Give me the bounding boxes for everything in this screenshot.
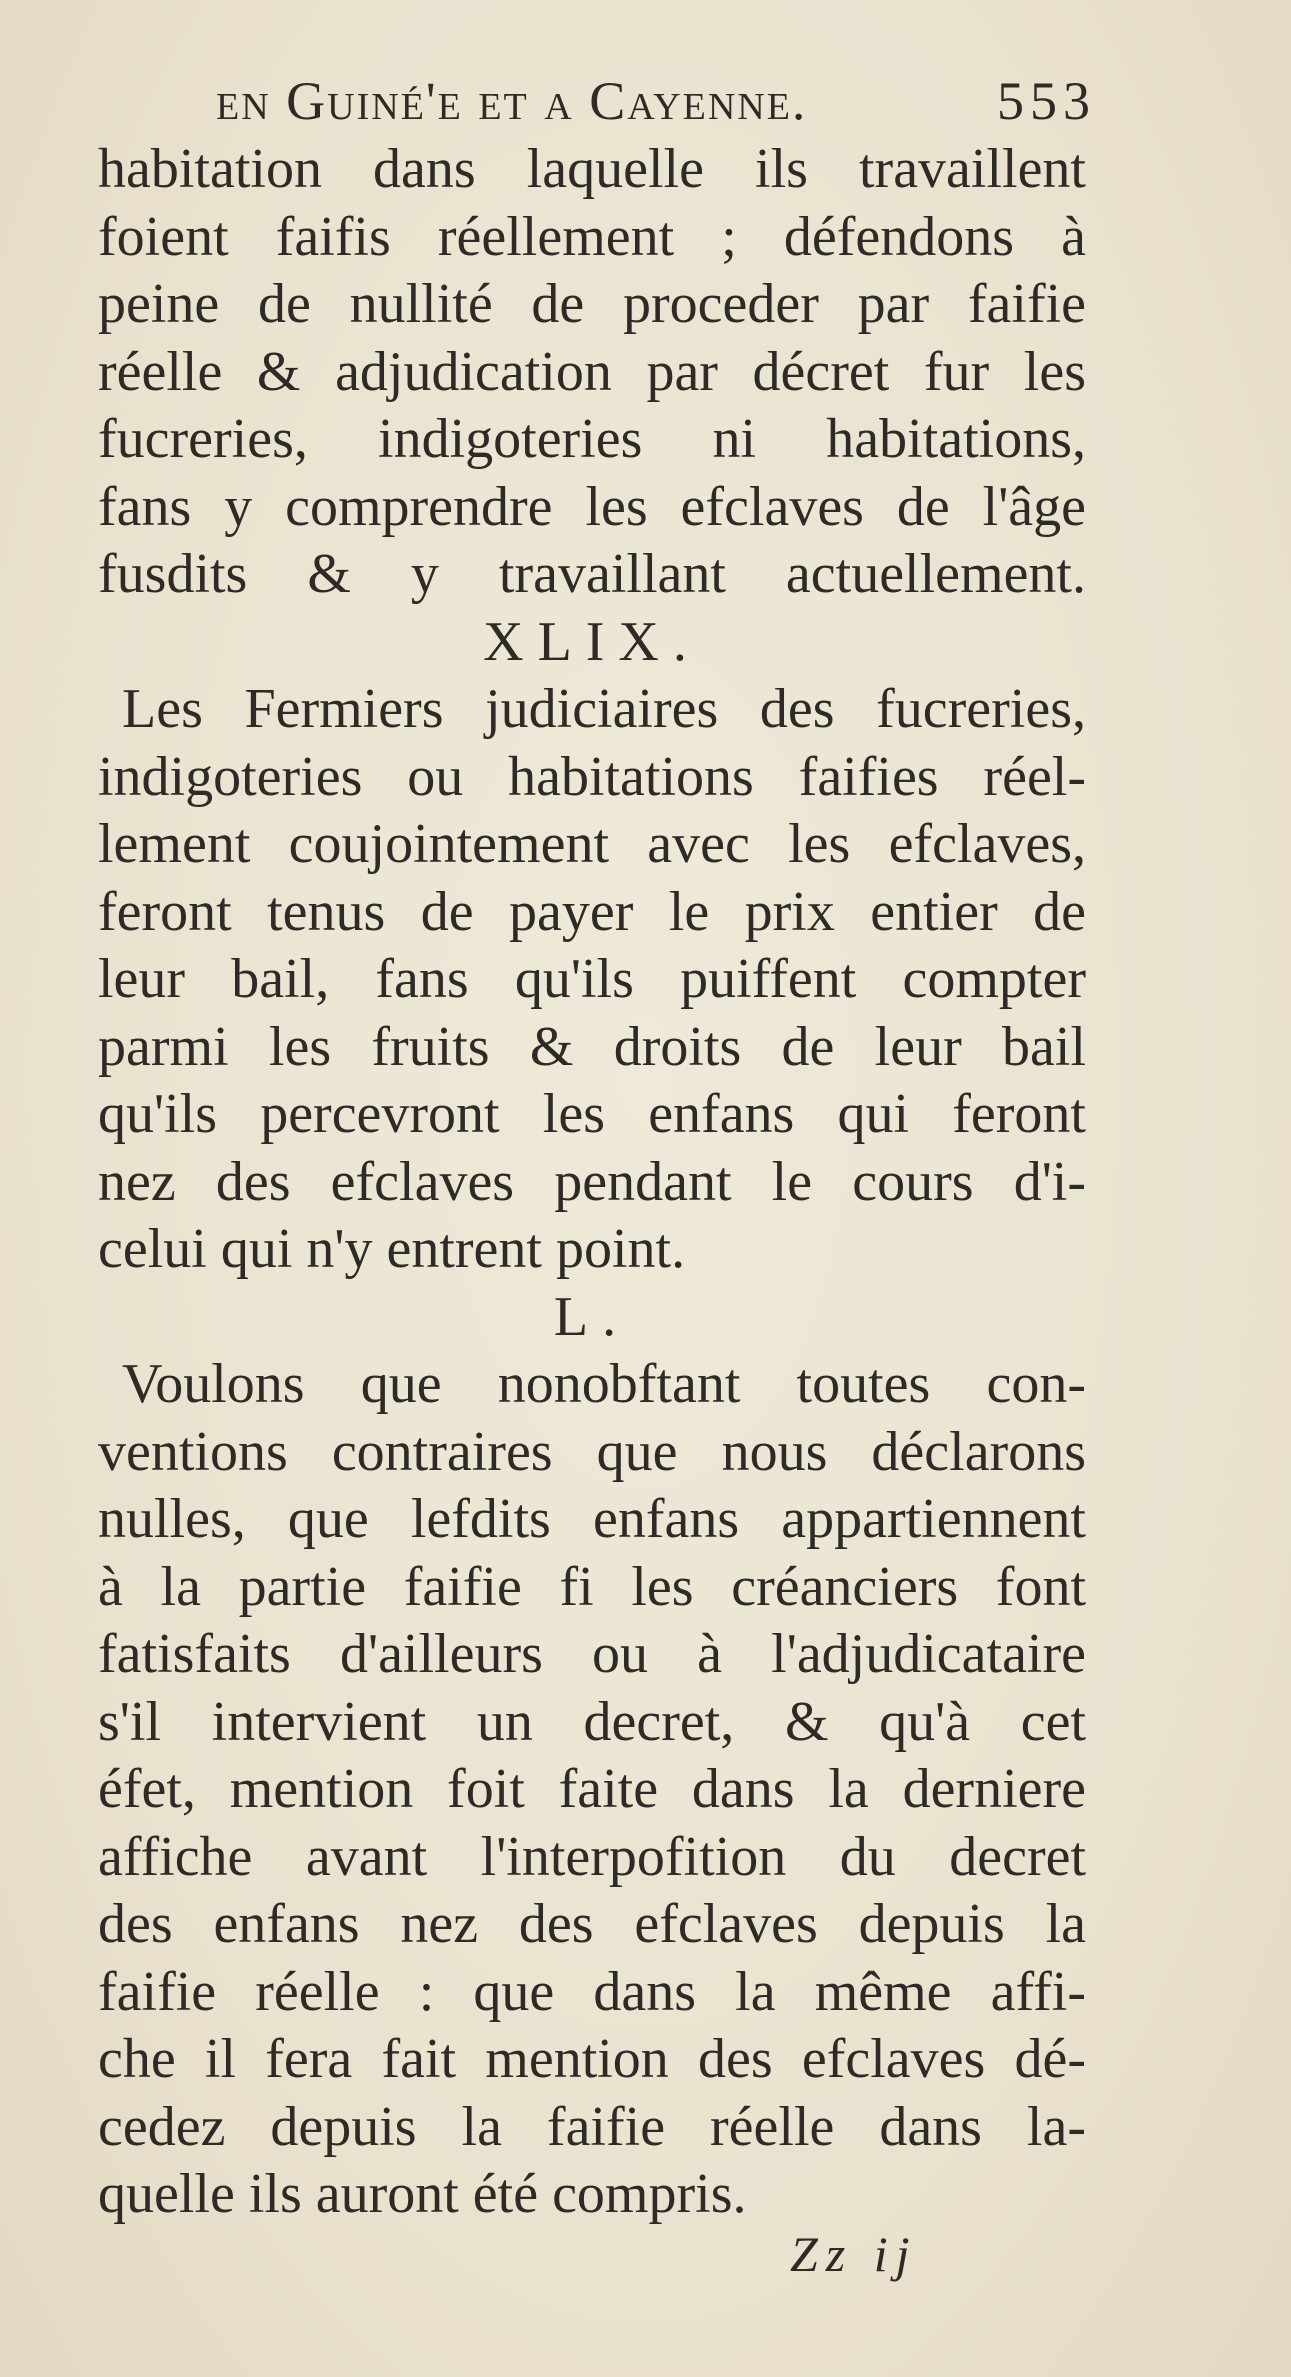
text-line: celui qui n'y entrent point. — [98, 1218, 686, 1280]
text-line: nulles, que lefdits enfans appartiennent — [98, 1488, 1086, 1550]
text-line: fatisfaits d'ailleurs ou à l'adjudicataire — [98, 1623, 1086, 1685]
text-line: Voulons que nonobftant toutes con- — [122, 1353, 1086, 1415]
text-line: des enfans nez des efclaves depuis la — [98, 1893, 1086, 1955]
text-line: quelle ils auront été compris. — [98, 2163, 747, 2225]
text-line: habitation dans laquelle ils travaillent — [98, 138, 1086, 200]
running-title: en Guiné'e et a Cayenne. — [216, 71, 808, 131]
article-heading-l: L. — [553, 1285, 631, 1348]
text-line: lement coujointement avec les efclaves, — [98, 813, 1086, 875]
text-line: parmi les fruits & droits de leur bail — [98, 1015, 1086, 1078]
text-line: foient faifis réellement ; défendons à — [98, 205, 1086, 268]
text-line: s'il intervient un decret, & qu'à cet — [98, 1690, 1086, 1753]
page-body — [98, 136, 1086, 2229]
text-line: qu'ils percevront les enfans qui feront — [98, 1083, 1086, 1145]
text-line: nez des efclaves pendant le cours d'i- — [98, 1150, 1086, 1213]
text-line: réelle & adjudication par décret fur les — [98, 340, 1086, 403]
text-line: che il fera fait mention des efclaves dé- — [98, 2028, 1086, 2090]
text-line: affiche avant l'interpofition du decret — [98, 1825, 1086, 1888]
text-line: éfet, mention foit faite dans la derniere — [98, 1758, 1086, 1820]
text-line: indigoteries ou habitations faifies réel- — [98, 745, 1086, 808]
text-line: faifie réelle : que dans la même affi- — [98, 1960, 1086, 2023]
text-line: leur bail, fans qu'ils puiffent compter — [98, 948, 1086, 1010]
text-line: Les Fermiers judiciaires des fucreries, — [122, 678, 1086, 740]
text-line: ventions contraires que nous déclarons — [98, 1420, 1086, 1483]
text-line: cedez depuis la faifie réelle dans la- — [98, 2095, 1086, 2158]
text-line: feront tenus de payer le prix entier de — [98, 880, 1086, 943]
text-line: fucreries, indigoteries ni habitations, — [98, 408, 1086, 470]
signature-mark: Zz ij — [790, 2226, 918, 2282]
article-heading-xlix: XLIX. — [483, 610, 701, 673]
text-line: à la partie faifie fi les créanciers font — [98, 1555, 1086, 1618]
page-number: 553 — [997, 71, 1096, 131]
text-line: fans y comprendre les efclaves de l'âge — [98, 475, 1086, 538]
text-line: fusdits & y travaillant actuellement. — [98, 543, 1086, 605]
running-header — [216, 70, 1096, 132]
text-line: peine de nullité de proceder par faifie — [98, 273, 1086, 335]
